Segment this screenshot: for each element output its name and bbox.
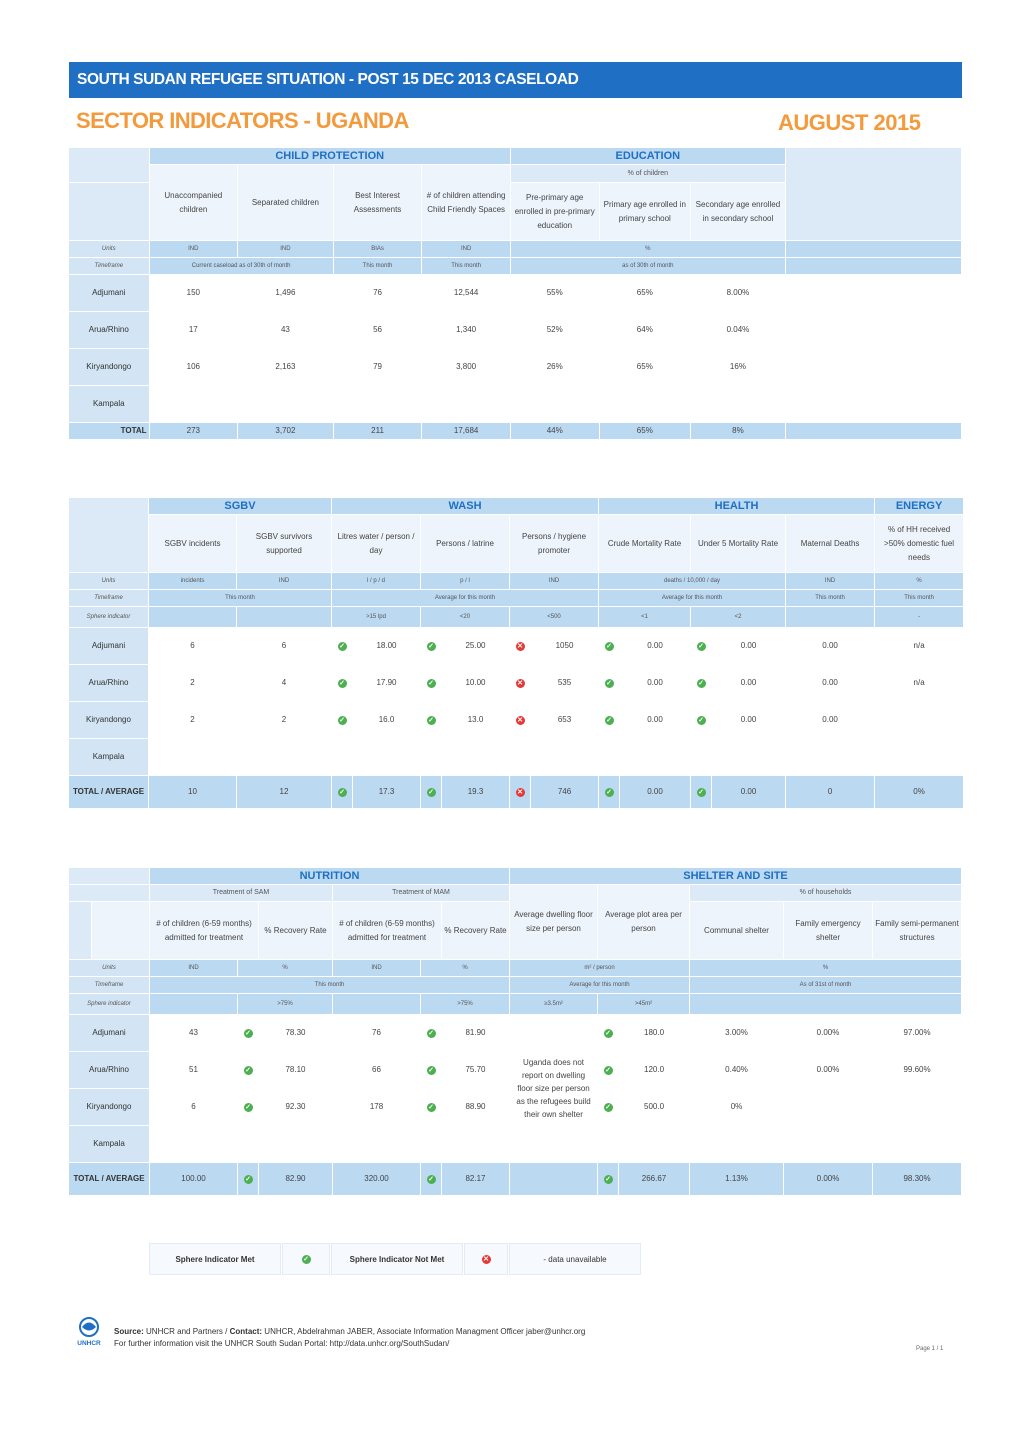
data-cell: 2 bbox=[149, 702, 236, 738]
report-month: AUGUST 2015 bbox=[778, 110, 921, 135]
sphere-status bbox=[599, 739, 619, 775]
sphere-status bbox=[691, 628, 711, 664]
sphere-status bbox=[598, 1126, 618, 1162]
row-label: Kampala bbox=[69, 1126, 149, 1162]
check-icon: ✓ bbox=[698, 680, 704, 687]
section-wash: WASH bbox=[332, 498, 598, 514]
section-energy: ENERGY bbox=[875, 498, 963, 514]
row-label: Kiryandongo bbox=[69, 349, 149, 385]
sphere-status bbox=[510, 776, 530, 808]
data-cell bbox=[333, 1126, 420, 1162]
data-cell: 320.00 bbox=[333, 1163, 420, 1195]
sphere-status bbox=[238, 1163, 258, 1195]
data-cell: 178 bbox=[333, 1089, 420, 1125]
data-cell: 0% bbox=[690, 1089, 783, 1125]
sphere-status bbox=[598, 1052, 618, 1088]
data-cell: 99.60% bbox=[873, 1052, 961, 1088]
data-cell bbox=[690, 1126, 783, 1162]
data-cell: 500.0 bbox=[619, 1089, 689, 1125]
row-label: Adjumani bbox=[69, 1015, 149, 1051]
data-cell: 51 bbox=[150, 1052, 237, 1088]
sphere-status bbox=[238, 1126, 258, 1162]
data-cell: 0.00 bbox=[712, 665, 785, 701]
check-icon: ✓ bbox=[428, 1176, 434, 1183]
sphere-status bbox=[421, 1052, 441, 1088]
cross-icon: ✕ bbox=[517, 717, 523, 724]
data-cell: 25.00 bbox=[442, 628, 509, 664]
data-cell: 180.0 bbox=[619, 1015, 689, 1051]
data-cell: 10.00 bbox=[442, 665, 509, 701]
section-sgbv: SGBV bbox=[149, 498, 331, 514]
check-icon: ✓ bbox=[245, 1030, 251, 1037]
data-cell: 0.00 bbox=[620, 628, 690, 664]
data-cell bbox=[237, 739, 331, 775]
check-icon: ✓ bbox=[698, 643, 704, 650]
row-label: Kampala bbox=[69, 739, 148, 775]
legend bbox=[148, 1242, 642, 1276]
data-cell bbox=[712, 739, 785, 775]
data-cell: n/a bbox=[875, 665, 963, 701]
cross-icon: ✕ bbox=[517, 680, 523, 687]
total-label: TOTAL bbox=[69, 423, 149, 439]
data-cell: 92.30 bbox=[259, 1089, 332, 1125]
sphere-status bbox=[510, 739, 530, 775]
cross-icon: ✕ bbox=[517, 643, 523, 650]
section-shelter: SHELTER AND SITE bbox=[510, 868, 961, 884]
child-protection-education-table: CHILD PROTECTION EDUCATION Unaccompanied children Separated children Best Interest Assessments # of children attending Child Friendly Spaces % of children Pre-primary age enrolled in pre-primary education Primary age enrolled in primary school Secondary age enrolled in secondary school Units IND IND BIAs IND % Timeframe Current caseload as of 30th of month This month This month as of 30th of month Adjumani 150 1,496 76 12,544 55% 65% 8.00% Arua/Rhino 17 43 56 1,340 52% 64% 0.04% Kiryandongo 106 2,163 79 3,800 26% 65% 16% Kampala TOTAL 273 3,702 211 17,684 44% 65% 8% bbox=[68, 147, 962, 440]
data-cell: 76 bbox=[333, 1015, 420, 1051]
footer-portal-link[interactable]: For further information visit the UNHCR South Sudan Portal: http://data.unhcr.org/SouthSudan/ bbox=[114, 1339, 450, 1348]
data-cell: 66 bbox=[333, 1052, 420, 1088]
data-cell: 0 bbox=[786, 776, 874, 808]
check-icon: ✓ bbox=[606, 717, 612, 724]
data-cell bbox=[259, 1126, 332, 1162]
footer-text: Source: UNHCR and Partners / Contact: UNHCR, Abdelrahman JABER, Associate Information Managment Officer jaber@unhcr.org For further information visit the UNHCR South Sudan Portal: http://data.unhcr.org/SouthSudan/ bbox=[114, 1327, 586, 1348]
legend-unavailable: - data unavailable bbox=[509, 1243, 641, 1275]
sphere-status bbox=[332, 776, 352, 808]
check-icon: ✓ bbox=[303, 1256, 309, 1263]
check-icon: ✓ bbox=[605, 1176, 611, 1183]
legend-met-label: Sphere Indicator Met bbox=[149, 1243, 281, 1275]
section-child-protection: CHILD PROTECTION bbox=[150, 148, 510, 164]
data-cell: 98.30% bbox=[873, 1163, 961, 1195]
data-cell: 0.00 bbox=[786, 702, 874, 738]
data-cell: 0.40% bbox=[690, 1052, 783, 1088]
data-cell bbox=[875, 739, 963, 775]
total-label: TOTAL / AVERAGE bbox=[69, 776, 148, 808]
section-education: EDUCATION bbox=[511, 148, 785, 164]
sphere-status bbox=[332, 739, 352, 775]
data-cell: 82.17 bbox=[442, 1163, 509, 1195]
col-pre-primary: Pre-primary age enrolled in pre-primary education bbox=[511, 183, 599, 240]
sphere-status bbox=[421, 776, 441, 808]
sphere-status bbox=[599, 776, 619, 808]
check-icon: ✓ bbox=[428, 1104, 434, 1111]
row-label: Arua/Rhino bbox=[69, 1052, 149, 1088]
data-cell: 2 bbox=[149, 665, 236, 701]
data-cell: 17.3 bbox=[353, 776, 420, 808]
legend-not-met-label: Sphere Indicator Not Met bbox=[331, 1243, 463, 1275]
data-cell: 1.13% bbox=[690, 1163, 783, 1195]
sphere-status bbox=[421, 628, 441, 664]
sphere-status bbox=[691, 739, 711, 775]
row-label: Arua/Rhino bbox=[69, 665, 148, 701]
data-cell: n/a bbox=[875, 628, 963, 664]
units-label: Units bbox=[69, 241, 149, 257]
check-icon: ✓ bbox=[428, 717, 434, 724]
banner-title: SOUTH SUDAN REFUGEE SITUATION - POST 15 DEC 2013 CASELOAD bbox=[69, 62, 962, 98]
sgbv-wash-health-energy-table: SGBV WASH HEALTH ENERGY SGBV incidents SGBV survivors supported Litres water / person / day Persons / latrine Persons / hygiene promoter Crude Mortality Rate Under 5 Mortality Rate Maternal Deaths % of HH received >50% domestic fuel needs Units incidents IND l / p / d p / l IND deaths / 10,000 / day IND % Timeframe This month Average for this month Average for this month This month This month Sphere indicator >15 lpd <20 <500 <1 <2 - Adjumani 6 6 ✓ 18.00 ✓ 25.00 ✕ 1050 ✓ 0.00 ✓ 0.00 0.00 n/a Arua/Rhino 2 4 ✓ 17.90 ✓ 10.00 ✕ 535 ✓ 0.00 ✓ 0.00 0.00 n/a Kiryandongo 2 2 ✓ 16.0 ✓ 13.0 ✕ 653 ✓ 0.00 ✓ 0.00 0.00 Kampala TOTAL / AVERAGE 10 12 ✓ 17.3 ✓ 19.3 ✕ 746 ✓ 0.00 ✓ 0.00 0 0% bbox=[68, 497, 964, 809]
data-cell: 81.90 bbox=[442, 1015, 509, 1051]
col-separated: Separated children bbox=[238, 165, 333, 240]
sphere-status bbox=[332, 665, 352, 701]
data-cell: 3.00% bbox=[690, 1015, 783, 1051]
nutrition-shelter-table: NUTRITION SHELTER AND SITE Treatment of SAM Treatment of MAM Average dwelling floor size per person Average plot area per person % of households # of children (6-59 months) admitted for treatment % Recovery Rate # of children (6-59 months) admitted for treatment % Recovery Rate Communal shelter Family emergency shelter Family semi-permanent structures Units IND % IND % m² / person % Timeframe This month Average for this month As of 31st of month Sphere indicator >75% >75% ≥3.5m² >45m² Adjumani 43 ✓ 78.30 76 ✓ 81.90 Uganda does not report on dwelling floor size per person as the refugees build their own shelter ✓ 180.0 3.00% 0.00% 97.00% Arua/Rhino 51 ✓ 78.10 66 ✓ 75.70 ✓ 120.0 0.40% 0.00% 99.60% Kiryandongo 6 ✓ 92.30 178 ✓ 88.90 ✓ 500.0 0% Kampala TOTAL / AVERAGE 100.00 ✓ 82.90 320.00 ✓ 82.17 ✓ 266.67 1.13% 0.00% 98.30% bbox=[68, 867, 962, 1196]
data-cell: 6 bbox=[150, 1089, 237, 1125]
check-icon: ✓ bbox=[698, 717, 704, 724]
section-nutrition: NUTRITION bbox=[150, 868, 509, 884]
data-cell: 16.0 bbox=[353, 702, 420, 738]
sphere-status bbox=[691, 702, 711, 738]
data-cell: 120.0 bbox=[619, 1052, 689, 1088]
data-cell bbox=[149, 739, 236, 775]
check-icon: ✓ bbox=[428, 789, 434, 796]
col-bia: Best Interest Assessments bbox=[334, 165, 422, 240]
check-icon: ✓ bbox=[606, 643, 612, 650]
sphere-status bbox=[599, 665, 619, 701]
dwelling-note: Uganda does not report on dwelling floor size per person as the refugees build their own shelter bbox=[510, 1015, 597, 1162]
sphere-status bbox=[598, 1089, 618, 1125]
sphere-status bbox=[332, 702, 352, 738]
data-cell: 78.30 bbox=[259, 1015, 332, 1051]
unhcr-logo bbox=[73, 1316, 105, 1352]
check-icon: ✓ bbox=[245, 1104, 251, 1111]
data-cell: 75.70 bbox=[442, 1052, 509, 1088]
row-label: Kiryandongo bbox=[69, 1089, 149, 1125]
check-icon: ✓ bbox=[339, 680, 345, 687]
sphere-status bbox=[238, 1052, 258, 1088]
data-cell: 0% bbox=[875, 776, 963, 808]
check-icon: ✓ bbox=[428, 1030, 434, 1037]
data-cell bbox=[786, 739, 874, 775]
row-label: Kiryandongo bbox=[69, 702, 148, 738]
data-cell: 17.90 bbox=[353, 665, 420, 701]
data-cell: 12 bbox=[237, 776, 331, 808]
data-cell bbox=[619, 1126, 689, 1162]
check-icon: ✓ bbox=[339, 717, 345, 724]
sphere-status bbox=[510, 702, 530, 738]
cross-icon: ✕ bbox=[517, 789, 523, 796]
row-label: Kampala bbox=[69, 386, 149, 422]
sphere-status bbox=[691, 776, 711, 808]
data-cell bbox=[784, 1089, 872, 1125]
data-cell: 6 bbox=[237, 628, 331, 664]
sphere-status bbox=[599, 628, 619, 664]
data-cell bbox=[353, 739, 420, 775]
sphere-status bbox=[421, 702, 441, 738]
data-cell bbox=[873, 1126, 961, 1162]
section-health: HEALTH bbox=[599, 498, 874, 514]
sphere-status bbox=[238, 1089, 258, 1125]
data-cell: 653 bbox=[531, 702, 598, 738]
data-cell bbox=[150, 1126, 237, 1162]
check-icon: ✓ bbox=[605, 1104, 611, 1111]
data-cell bbox=[784, 1126, 872, 1162]
timeframe-label: Timeframe bbox=[69, 258, 149, 274]
col-primary: Primary age enrolled in primary school bbox=[600, 183, 691, 240]
data-cell bbox=[620, 739, 690, 775]
col-secondary: Secondary age enrolled in secondary school bbox=[691, 183, 785, 240]
sphere-status bbox=[510, 665, 530, 701]
data-cell: 1050 bbox=[531, 628, 598, 664]
data-cell: 4 bbox=[237, 665, 331, 701]
col-unaccompanied: Unaccompanied children bbox=[150, 165, 238, 240]
sphere-status bbox=[598, 1015, 618, 1051]
data-cell: 10 bbox=[149, 776, 236, 808]
check-icon: ✓ bbox=[339, 643, 345, 650]
check-icon: ✓ bbox=[339, 789, 345, 796]
data-cell: 78.10 bbox=[259, 1052, 332, 1088]
check-icon: ✓ bbox=[698, 789, 704, 796]
sphere-status bbox=[421, 1126, 441, 1162]
data-cell: 43 bbox=[150, 1015, 237, 1051]
check-icon: ✓ bbox=[606, 789, 612, 796]
data-cell: 19.3 bbox=[442, 776, 509, 808]
sphere-status bbox=[332, 628, 352, 664]
data-cell: 0.00 bbox=[712, 776, 785, 808]
data-cell bbox=[442, 1126, 509, 1162]
data-cell: 18.00 bbox=[353, 628, 420, 664]
total-label: TOTAL / AVERAGE bbox=[69, 1163, 149, 1195]
data-cell bbox=[875, 702, 963, 738]
data-cell bbox=[873, 1089, 961, 1125]
check-icon: ✓ bbox=[245, 1067, 251, 1074]
data-cell: 2 bbox=[237, 702, 331, 738]
sphere-status bbox=[510, 628, 530, 664]
data-cell: 6 bbox=[149, 628, 236, 664]
check-icon: ✓ bbox=[606, 680, 612, 687]
row-label: Adjumani bbox=[69, 275, 149, 311]
data-cell: 0.00% bbox=[784, 1163, 872, 1195]
sphere-status bbox=[691, 665, 711, 701]
pct-children-label: % of children bbox=[511, 165, 785, 182]
check-icon: ✓ bbox=[428, 1067, 434, 1074]
data-cell: 0.00 bbox=[620, 702, 690, 738]
data-cell bbox=[442, 739, 509, 775]
sphere-status bbox=[421, 1089, 441, 1125]
data-cell: 88.90 bbox=[442, 1089, 509, 1125]
sphere-status bbox=[598, 1163, 618, 1195]
check-icon: ✓ bbox=[605, 1067, 611, 1074]
data-cell: 0.00 bbox=[712, 702, 785, 738]
data-cell: 82.90 bbox=[259, 1163, 332, 1195]
data-cell: 97.00% bbox=[873, 1015, 961, 1051]
row-label: Arua/Rhino bbox=[69, 312, 149, 348]
data-cell: 0.00% bbox=[784, 1052, 872, 1088]
sphere-status bbox=[238, 1015, 258, 1051]
sphere-status bbox=[599, 702, 619, 738]
data-cell: 266.67 bbox=[619, 1163, 689, 1195]
col-cfs: # of children attending Child Friendly Spaces bbox=[422, 165, 510, 240]
sphere-status bbox=[421, 739, 441, 775]
svg-text:UNHCR: UNHCR bbox=[77, 1340, 101, 1347]
check-icon: ✓ bbox=[428, 680, 434, 687]
check-icon: ✓ bbox=[428, 643, 434, 650]
data-cell: 0.00 bbox=[620, 665, 690, 701]
data-cell bbox=[531, 739, 598, 775]
page-title: SECTOR INDICATORS - UGANDA bbox=[76, 108, 409, 133]
data-cell: 0.00 bbox=[786, 665, 874, 701]
sphere-status bbox=[421, 1163, 441, 1195]
data-cell: 0.00 bbox=[712, 628, 785, 664]
page-number: Page 1 / 1 bbox=[916, 1346, 944, 1352]
data-cell: 535 bbox=[531, 665, 598, 701]
data-cell: 100.00 bbox=[150, 1163, 237, 1195]
sphere-status bbox=[421, 1015, 441, 1051]
check-icon: ✓ bbox=[245, 1176, 251, 1183]
cross-icon: ✕ bbox=[483, 1256, 489, 1263]
check-icon: ✓ bbox=[605, 1030, 611, 1037]
data-cell: 0.00% bbox=[784, 1015, 872, 1051]
data-cell: 746 bbox=[531, 776, 598, 808]
data-cell: 13.0 bbox=[442, 702, 509, 738]
data-cell: 0.00 bbox=[620, 776, 690, 808]
data-cell: 0.00 bbox=[786, 628, 874, 664]
sphere-status bbox=[421, 665, 441, 701]
row-label: Adjumani bbox=[69, 628, 148, 664]
